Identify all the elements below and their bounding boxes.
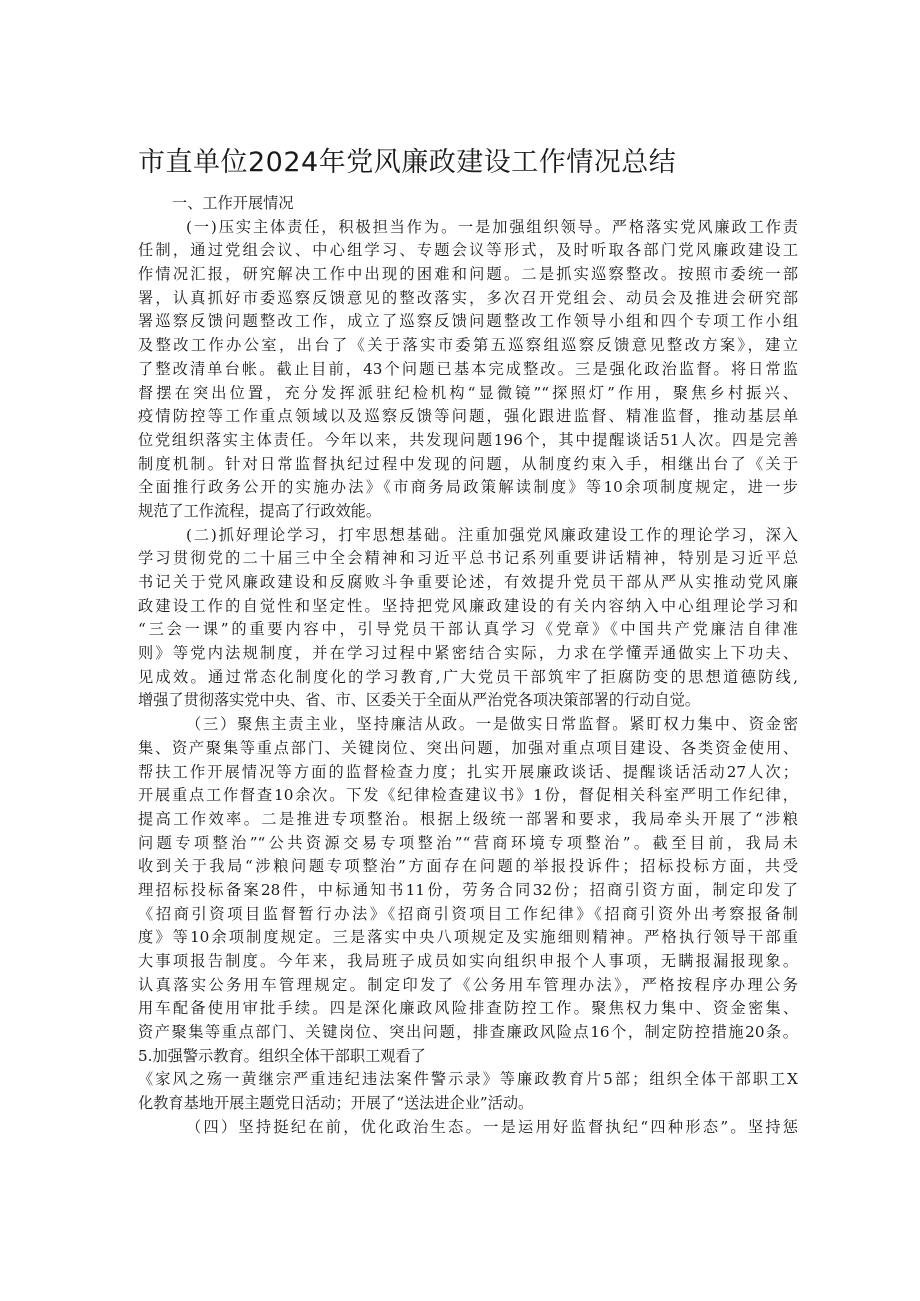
text-line: 用车配备使用审批手续。四是深化廉政风险排查防控工作。聚焦权力集中、资金密集、 xyxy=(138,999,798,1018)
text-line: 大事项报告制度。今年来，我局班子成员如实向组织申报个人事项，无瞒报漏报现象。 xyxy=(138,952,798,970)
text-line: 提高工作效率。二是推进专项整治。根据上级统一部署和要求，我局牵头开展了“涉粮 xyxy=(138,809,798,828)
text-line: 一、工作开展情况 xyxy=(172,194,294,212)
text-line: (一)压实主体责任，积极担当作为。一是加强组织领导。严格落实党风廉政工作责 xyxy=(186,217,798,236)
text-line: 署巡察反馈问题整改工作，成立了巡察反馈问题整改工作领导小组和四个专项工作小组 xyxy=(138,312,798,331)
text-line: 帮扶工作开展情况等方面的监督检查力度；扎实开展廉政谈话、提醒谈话活动27人次； xyxy=(138,762,798,781)
text-line: 全面推行政务公开的实施办法》《市商务局政策解读制度》等10余项制度规定，进一步 xyxy=(138,478,798,497)
document-body xyxy=(138,192,798,1140)
text-line: 政建设工作的自觉性和坚定性。坚持把党风廉政建设的有关内容纳入中心组理论学习和 xyxy=(138,596,798,615)
text-line: 书记关于党风廉政建设和反腐败斗争重要论述，有效提升党员干部从严从实推动党风廉 xyxy=(138,573,798,591)
document-title: 市直单位2024年党风廉政建设工作情况总结 xyxy=(138,147,677,178)
text-line: 规范了工作流程，提高了行政效能。 xyxy=(138,501,381,520)
text-line: 集、资产聚集等重点部门、关键岗位、突出问题，加强对重点项目建设、各类资金使用、 xyxy=(138,738,798,757)
text-line: 理招标投标备案28件，中标通知书11份，劳务合同32份；招商引资方面，制定印发了 xyxy=(138,880,798,899)
text-line: 度》等10余项制度规定。三是落实中央八项规定及实施细则精神。严格执行领导干部重 xyxy=(138,928,798,947)
text-line: 开展重点工作督查10余次。下发《纪律检查建议书》1份，督促相关科室严明工作纪律， xyxy=(138,786,798,805)
text-line: “三会一课”的重要内容中，引导党员干部认真学习《党章》《中国共产党廉洁自律准 xyxy=(138,620,798,639)
text-line: 则》等党内法规制度，并在学习过程中紧密结合实际，力求在学懂弄通做实上下功夫、 xyxy=(138,644,798,663)
text-line: 疫情防控等工作重点领域以及巡察反馈等问题，强化跟进监督、精准监督，推动基层单 xyxy=(138,407,798,426)
text-line: 位党组织落实主体责任。今年以来，共发现问题196个，其中提醒谈话51人次。四是完善 xyxy=(138,430,798,449)
text-line: 任制，通过党组会议、中心组学习、专题会议等形式，及时听取各部门党风廉政建设工 xyxy=(138,241,798,260)
text-line: 督摆在突出位置，充分发挥派驻纪检机构“显微镜”“探照灯”作用，聚焦乡村振兴、 xyxy=(138,383,798,402)
text-line: 署，认真抓好市委巡察反馈意见的整改落实，多次召开党组会、动员会及推进会研究部 xyxy=(138,288,798,307)
text-line: 《招商引资项目监督暂行办法》《招商引资项目工作纪律》《招商引资外出考察报备制 xyxy=(138,904,798,923)
text-line: 认真落实公务用车管理规定。制定印发了《公务用车管理办法》，严格按程序办理公务 xyxy=(138,975,798,994)
text-line: （三）聚焦主责主业，坚持廉洁从政。一是做实日常监督。紧盯权力集中、资金密 xyxy=(186,715,798,734)
text-line: 问题专项整治”“公共资源交易专项整治”“营商环境专项整治”。截至目前，我局未 xyxy=(138,833,798,852)
text-line: 化教育基地开展主题党日活动；开展了“送法进企业”活动。 xyxy=(138,1094,534,1113)
text-line: 资产聚集等重点部门、关键岗位、突出问题，排查廉政风险点16个，制定防控措施20条。 xyxy=(138,1023,798,1042)
text-line: 收到关于我局“涉粮问题专项整治”方面存在问题的举报投诉件；招标投标方面，共受 xyxy=(138,857,798,876)
text-line: (二)抓好理论学习，打牢思想基础。注重加强党风廉政建设工作的理论学习，深入 xyxy=(186,525,798,544)
text-line: 《家风之殇一黄继宗严重违纪违法案件警示录》等廉政教育片5部；组织全体干部职工X xyxy=(138,1070,798,1089)
text-line: 5.加强警示教育。组织全体干部职工观看了 xyxy=(138,1046,426,1065)
text-line: 增强了贯彻落实党中央、省、市、区委关于全面从严治党各项决策部署的行动自觉。 xyxy=(138,691,700,710)
text-line: 学习贯彻党的二十届三中全会精神和习近平总书记系列重要讲话精神，特别是习近平总 xyxy=(138,549,798,568)
text-line: 及整改工作办公室，出台了《关于落实市委第五巡察组巡察反馈意见整改方案》，建立 xyxy=(138,336,798,355)
text-line: 了整改清单台帐。截止目前，43个问题已基本完成整改。三是强化政治监督。将日常监 xyxy=(138,359,798,378)
text-line: （四）坚持挺纪在前，优化政治生态。一是运用好监督执纪“四种形态”。坚持惩 xyxy=(186,1117,798,1136)
text-line: 制度机制。针对日常监督执纪过程中发现的问题，从制度约束入手，相继出台了《关于 xyxy=(138,454,798,473)
text-line: 见成效。通过常态化制度化的学习教育,广大党员干部筑牢了拒腐防变的思想道德防线, xyxy=(138,667,798,686)
text-line: 作情况汇报，研究解决工作中出现的困难和问题。二是抓实巡察整改。按照市委统一部 xyxy=(138,265,798,284)
